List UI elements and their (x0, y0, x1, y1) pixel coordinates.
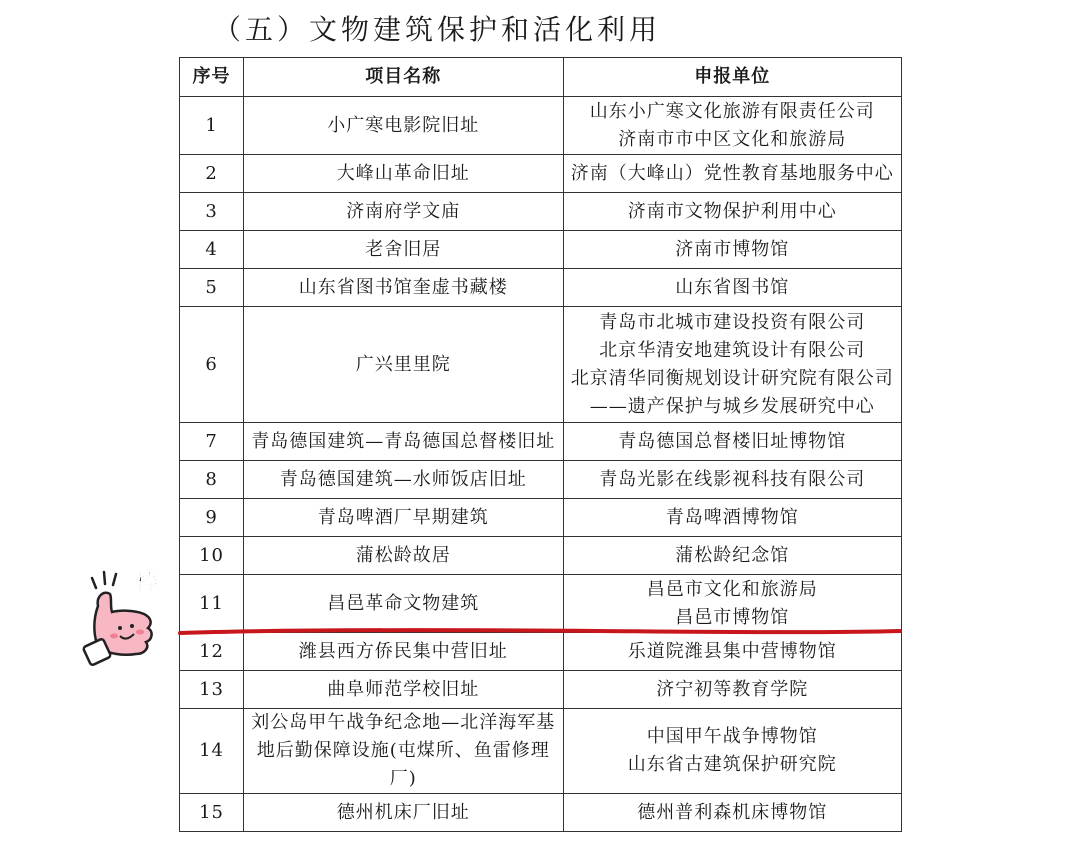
table-body (180, 97, 902, 832)
project-name-cell (244, 307, 563, 423)
applicant-unit-cell (563, 193, 901, 231)
applicant-unit-line: 蒲松龄纪念馆 (675, 544, 790, 566)
applicant-unit-line: 山东省图书馆 (675, 276, 790, 298)
row-number: 11 (180, 575, 244, 633)
project-name-line: 青岛啤酒厂早期建筑 (317, 506, 489, 528)
applicant-unit-cell (563, 537, 901, 575)
applicant-unit-line: 济南市文物保护利用中心 (627, 200, 837, 222)
project-name-line: 蒲松龄故居 (355, 544, 451, 566)
applicant-unit-line: 昌邑市文化和旅游局 (646, 578, 818, 600)
applicant-unit-line: 昌邑市博物馆 (675, 606, 790, 628)
project-name-cell (244, 709, 563, 794)
applicant-unit-cell (563, 155, 901, 193)
row-number: 10 (180, 537, 244, 575)
header-no: 序号 (180, 58, 244, 97)
applicant-unit-line: 青岛光影在线影视科技有限公司 (599, 468, 866, 490)
header-project-name: 项目名称 (244, 58, 563, 97)
project-name-line: 青岛德国建筑—青岛德国总督楼旧址 (251, 430, 556, 452)
row-number: 12 (180, 633, 244, 671)
sticker-label: 棒 (136, 571, 159, 596)
table-row (180, 97, 902, 155)
thumbs-up-icon (83, 593, 152, 666)
applicant-unit-cell (563, 709, 901, 794)
project-name-cell (244, 97, 563, 155)
project-name-cell (244, 461, 563, 499)
applicant-unit-line: 德州普利森机床博物馆 (637, 801, 828, 823)
project-name-line: 广兴里里院 (355, 353, 451, 375)
project-name-cell (244, 794, 563, 832)
project-table (179, 57, 902, 832)
applicant-unit-line: 山东小广寒文化旅游有限责任公司 (589, 100, 875, 122)
applicant-unit-line: 青岛啤酒博物馆 (665, 506, 799, 528)
applicant-unit-line: 青岛市北城市建设投资有限公司 (599, 311, 866, 333)
row-number: 15 (180, 794, 244, 832)
table-row (180, 794, 902, 832)
table-row (180, 423, 902, 461)
table-row (180, 709, 902, 794)
applicant-unit-cell (563, 307, 901, 423)
applicant-unit-cell (563, 575, 901, 633)
table-row (180, 461, 902, 499)
project-name-line: 大峰山革命旧址 (336, 162, 470, 184)
project-name-cell (244, 671, 563, 709)
table-row (180, 537, 902, 575)
row-number: 4 (180, 231, 244, 269)
project-name-cell (244, 155, 563, 193)
project-name-line: 刘公岛甲午战争纪念地—北洋海军基 (251, 712, 556, 733)
thumbs-up-sticker (78, 562, 178, 668)
applicant-unit-line: 乐道院潍县集中营博物馆 (627, 640, 837, 662)
project-name-line: 济南府学文庙 (346, 200, 461, 222)
table-row (180, 269, 902, 307)
table-row (180, 155, 902, 193)
project-name-cell (244, 423, 563, 461)
applicant-unit-line: ——遗产保护与城乡发展研究中心 (589, 395, 875, 417)
applicant-unit-cell (563, 499, 901, 537)
project-name-cell (244, 193, 563, 231)
table-row (180, 575, 902, 633)
table-row (180, 193, 902, 231)
applicant-unit-cell (563, 269, 901, 307)
applicant-unit-line: 济南市市中区文化和旅游局 (618, 128, 847, 150)
row-number: 1 (180, 97, 244, 155)
row-number: 3 (180, 193, 244, 231)
applicant-unit-cell (563, 423, 901, 461)
project-name-cell (244, 269, 563, 307)
applicant-unit-line: 山东省古建筑保护研究院 (627, 754, 837, 775)
project-name-line: 曲阜师范学校旧址 (327, 678, 480, 700)
project-name-cell (244, 499, 563, 537)
table-row (180, 231, 902, 269)
applicant-unit-cell (563, 671, 901, 709)
row-number: 14 (180, 709, 244, 794)
row-number: 13 (180, 671, 244, 709)
applicant-unit-cell (563, 794, 901, 832)
applicant-unit-line: 济宁初等教育学院 (656, 678, 809, 700)
header-applicant-unit: 申报单位 (563, 58, 901, 97)
row-number: 9 (180, 499, 244, 537)
applicant-unit-cell (563, 97, 901, 155)
row-number: 7 (180, 423, 244, 461)
project-name-line: 昌邑革命文物建筑 (327, 592, 480, 614)
applicant-unit-line: 青岛德国总督楼旧址博物馆 (618, 430, 847, 452)
applicant-unit-line: 北京清华同衡规划设计研究院有限公司 (570, 367, 894, 389)
row-number: 6 (180, 307, 244, 423)
row-number: 8 (180, 461, 244, 499)
sparkle-lines-icon (92, 572, 116, 588)
table-header-row (180, 58, 902, 97)
applicant-unit-line: 北京华清安地建筑设计有限公司 (599, 339, 866, 361)
project-name-line: 地后勤保障设施(屯煤所、鱼雷修理厂) (256, 740, 550, 789)
applicant-unit-line: 济南市博物馆 (675, 238, 790, 260)
project-name-line: 德州机床厂旧址 (336, 801, 470, 823)
applicant-unit-cell (563, 461, 901, 499)
red-highlight-underline (178, 626, 903, 640)
row-number: 2 (180, 155, 244, 193)
project-name-line: 青岛德国建筑—水师饭店旧址 (279, 468, 527, 490)
project-name-line: 山东省图书馆奎虚书藏楼 (298, 276, 508, 298)
section-heading: （五）文物建筑保护和活化利用 (213, 13, 662, 46)
project-name-line: 老舍旧居 (365, 238, 442, 260)
project-name-cell (244, 575, 563, 633)
project-name-line: 小广寒电影院旧址 (327, 114, 480, 136)
row-number: 5 (180, 269, 244, 307)
table-row (180, 499, 902, 537)
project-name-line: 潍县西方侨民集中营旧址 (298, 640, 508, 662)
applicant-unit-line: 济南（大峰山）党性教育基地服务中心 (570, 162, 894, 184)
applicant-unit-line: 中国甲午战争博物馆 (646, 726, 818, 747)
table-row (180, 671, 902, 709)
table-row (180, 307, 902, 423)
applicant-unit-cell (563, 231, 901, 269)
project-name-cell (244, 231, 563, 269)
project-name-cell (244, 537, 563, 575)
